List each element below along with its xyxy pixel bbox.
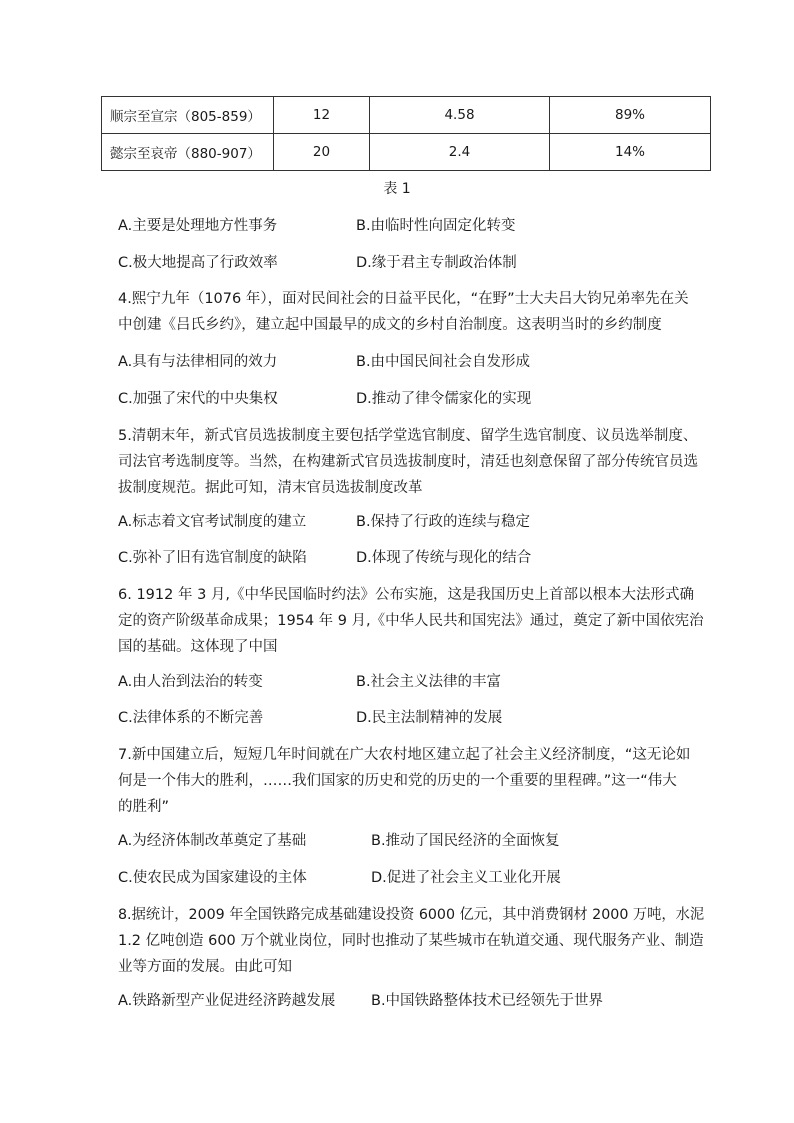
q5-option-c: C.弥补了旧有选官制度的缺陷 [118,550,307,566]
q8-stem-line: 8.据统计，2009 年全国铁路完成基础建设投资 6000 亿元，其中消费钢材 2000 万吨，水泥 [118,907,705,923]
q4-option-d: D.推动了律令儒家化的实现 [356,391,532,407]
table-row [102,97,711,134]
q6-option-a: A.由人治到法治的转变 [118,674,263,690]
q5-option-a: A.标志着文官考试制度的建立 [118,514,307,530]
q6-stem-line: 定的资产阶级革命成果；1954 年 9 月,《中华人民共和国宪法》通过，奠定了新中国依宪治 [118,613,704,629]
q4-option-a: A.具有与法律相同的效力 [118,354,278,370]
q6-option-d: D.民主法制精神的发展 [356,710,503,726]
q4-option-c: C.加强了宋代的中央集权 [118,391,278,407]
q8-stem-line: 1.2 亿吨创造 600 万个就业岗位，同时也推动了某些城市在轨道交通、现代服务产业、制造 [118,933,704,949]
q4-stem-line: 中创建《吕氏乡约》，建立起中国最早的成文的乡村自治制度。这表明当时的乡约制度 [118,317,662,333]
q7-stem-line: 的胜利” [118,799,170,815]
q5-stem-line: 拔制度规范。据此可知，清末官员选拔制度改革 [118,480,423,496]
table-cell: 懿宗至哀帝（880-907） [102,134,274,171]
q5-stem-line: 司法官考选制度等。当然，在构建新式官员选拔制度时，清廷也刻意保留了部分传统官员选 [118,454,698,470]
q5-stem-line: 5.清朝末年，新式官员选拔制度主要包括学堂选官制度、留学生选官制度、议员选举制度、 [118,428,698,444]
q3-option-c: C.极大地提高了行政效率 [118,255,278,271]
table-cell: 2.4 [370,134,550,171]
table-caption: 表 1 [383,181,411,197]
table-cell: 12 [274,97,370,134]
q7-option-c: C.使农民成为国家建设的主体 [118,870,307,886]
data-table [101,96,711,171]
q4-option-b: B.由中国民间社会自发形成 [356,354,531,370]
table-row [102,134,711,171]
q8-stem-line: 业等方面的发展。由此可知 [118,959,292,975]
q6-stem-line: 国的基础。这体现了中国 [118,639,278,655]
q5-option-d: D.体现了传统与现化的结合 [356,550,532,566]
table-cell: 20 [274,134,370,171]
q7-option-d: D.促进了社会主义工业化开展 [371,870,561,886]
table-cell: 14% [550,134,711,171]
q3-option-d: D.缘于君主专制政治体制 [356,255,517,271]
q6-option-b: B.社会主义法律的丰富 [356,674,502,690]
q7-stem-line: 何是一个伟大的胜利，……我们国家的历史和党的历史的一个重要的里程碑。”这一“伟大 [118,773,677,789]
q3-option-a: A.主要是处理地方性事务 [118,218,278,234]
q5-option-b: B.保持了行政的连续与稳定 [356,514,531,530]
q8-option-a: A.铁路新型产业促进经济跨越发展 [118,993,336,1009]
table-cell: 89% [550,97,711,134]
q6-option-c: C.法律体系的不断完善 [118,710,264,726]
table-cell: 4.58 [370,97,550,134]
q7-option-b: B.推动了国民经济的全面恢复 [371,833,560,849]
q3-option-b: B.由临时性向固定化转变 [356,218,516,234]
q6-stem-line: 6. 1912 年 3 月,《中华民国临时约法》公布实施，这是我国历史上首部以根本大法形式确 [118,587,695,603]
table-cell: 顺宗至宣宗（805-859） [102,97,274,134]
q4-stem-line: 4.熙宁九年（1076 年），面对民间社会的日益平民化，“在野”士大夫吕大钧兄弟率先在关 [118,291,689,307]
q7-stem-line: 7.新中国建立后，短短几年时间就在广大农村地区建立起了社会主义经济制度，“这无论如 [118,747,691,763]
q7-option-a: A.为经济体制改革奠定了基础 [118,833,307,849]
q8-option-b: B.中国铁路整体技术已经领先于世界 [371,993,604,1009]
